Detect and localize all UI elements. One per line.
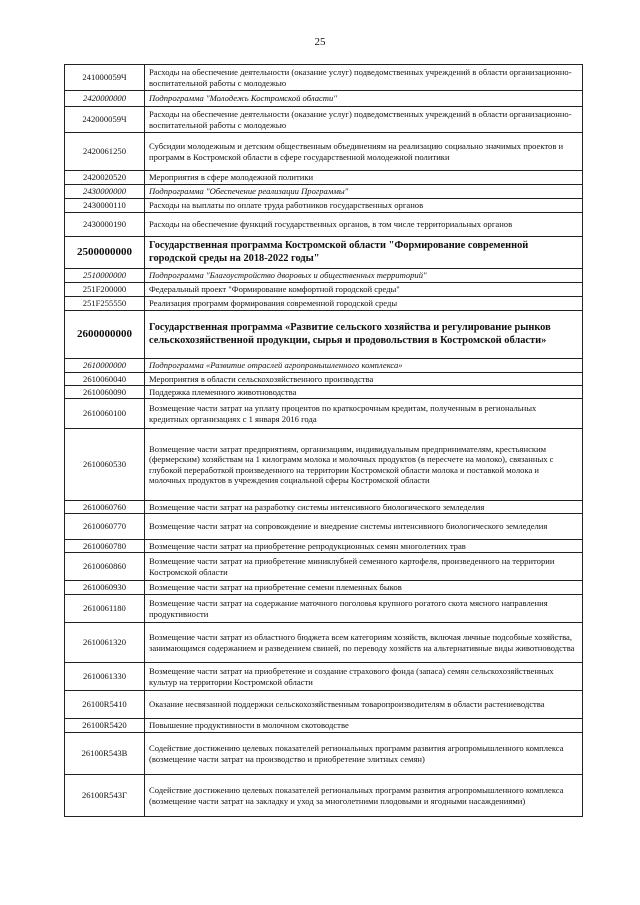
table-row [65,514,583,540]
table-row [65,581,583,595]
row-description: Расходы на обеспечение деятельности (оказание услуг) подведомственных учреждений в области организационно-воспитательной работы с молодежью [145,65,583,91]
table-row [65,553,583,581]
row-code: 2430000190 [65,213,145,237]
row-code: 2420020520 [65,171,145,185]
row-description: Содействие достижению целевых показателей региональных программ развития агропромышленного комплекса (возмещение части затрат на производство и приобретение элитных семян) [145,733,583,775]
row-code: 2610060860 [65,553,145,581]
table-row [65,297,583,311]
row-description: Возмещение части затрат на уплату процентов по краткосрочным кредитам, полученным в региональных кредитных организациях с 1 января 2016 года [145,399,583,429]
row-description: Возмещение части затрат из областного бюджета всем категориям хозяйств, включая личные подсобные хозяйства, занимающимся содержанием и разведением свиней, по переводу хозяйств на альтернативные виды животноводства [145,623,583,663]
row-description: Возмещение части затрат на приобретение репродукционных семян многолетних трав [145,540,583,553]
row-description: Возмещение части затрат на приобретение семени племенных быков [145,581,583,595]
table-row [65,91,583,107]
row-description: Возмещение части затрат на разработку системы интенсивного биологического земледелия [145,501,583,514]
row-description: Возмещение части затрат на содержание маточного поголовья крупного рогатого скота мясного направления продуктивности [145,595,583,623]
row-description: Возмещение части затрат предприятиям, организациям, индивидуальным предпринимателям, крестьянским (фермерским) хозяйствам на 1 килограмм молока и молочных продуктов (в пересчете на молоко), связанных с глубокой переработкой произведенного на территории Костромской области молока и поставкой молока и молочных продуктов в учреждения социальной сферы Костромской области [145,429,583,501]
row-description: Подпрограмма "Благоустройство дворовых и общественных территорий" [145,269,583,283]
row-code: 2610060100 [65,399,145,429]
row-code: 2430000000 [65,185,145,199]
table-row [65,399,583,429]
table-row [65,719,583,733]
table-row [65,775,583,817]
row-description: Мероприятия в области сельскохозяйственного производства [145,373,583,386]
table-row [65,595,583,623]
table-row [65,623,583,663]
row-code: 2610000000 [65,359,145,373]
row-description: Расходы на обеспечение функций государственных органов, в том числе территориальных органов [145,213,583,237]
page-number: 25 [314,36,326,48]
table-row [65,185,583,199]
table-row [65,663,583,691]
row-code: 2600000000 [65,311,145,359]
table-row [65,65,583,91]
row-code: 26100R543Г [65,775,145,817]
row-code: 2610060760 [65,501,145,514]
row-description: Государственная программа Костромской области "Формирование современной городской среды на 2018-2022 годы" [145,237,583,269]
table-row [65,199,583,213]
table-row [65,107,583,133]
row-code: 2510000000 [65,269,145,283]
table-row [65,269,583,283]
row-description: Возмещение части затрат на приобретение и создание страхового фонда (запаса) семян сельскохозяйственных культур на территории Костромской области [145,663,583,691]
table-row [65,133,583,171]
row-code: 2610060530 [65,429,145,501]
row-description: Возмещение части затрат на сопровождение и внедрение системы интенсивного биологического земледелия [145,514,583,540]
row-code: 2610060780 [65,540,145,553]
row-description: Подпрограмма "Молодежь Костромской области" [145,91,583,107]
table-row [65,733,583,775]
row-description: Мероприятия в сфере молодежной политики [145,171,583,185]
row-code: 241000059Ч [65,65,145,91]
row-code: 2610060930 [65,581,145,595]
row-code: 251F200000 [65,283,145,297]
row-description: Оказание несвязанной поддержки сельскохозяйственным товаропроизводителям в области растениеводства [145,691,583,719]
row-code: 2500000000 [65,237,145,269]
row-description: Расходы на обеспечение деятельности (оказание услуг) подведомственных учреждений в области организационно-воспитательной работы с молодежью [145,107,583,133]
row-description: Подпрограмма «Развитие отраслей агропромышленного комплекса» [145,359,583,373]
table-row [65,213,583,237]
table-row [65,429,583,501]
row-description: Повышение продуктивности в молочном скотоводстве [145,719,583,733]
row-code: 251F255550 [65,297,145,311]
table-row [65,501,583,514]
row-code: 2610060040 [65,373,145,386]
table-row [65,540,583,553]
row-description: Содействие достижению целевых показателей региональных программ развития агропромышленного комплекса (возмещение части затрат на закладку и уход за многолетними плодовыми и ягодными насаждениями) [145,775,583,817]
table-row [65,386,583,399]
row-code: 26100R5410 [65,691,145,719]
row-code: 2610060090 [65,386,145,399]
row-description: Расходы на выплаты по оплате труда работников государственных органов [145,199,583,213]
table-row [65,237,583,269]
row-description: Государственная программа «Развитие сельского хозяйства и регулирование рынков сельскохозяйственной продукции, сырья и продовольствия в Костромской области» [145,311,583,359]
table-row [65,373,583,386]
table-row [65,171,583,185]
row-code: 26100R5420 [65,719,145,733]
row-code: 2420000000 [65,91,145,107]
row-code: 2610061320 [65,623,145,663]
row-description: Подпрограмма "Обеспечение реализации Программы" [145,185,583,199]
row-code: 2430000110 [65,199,145,213]
table-row [65,359,583,373]
row-description: Возмещение части затрат на приобретение миниклубней семенного картофеля, произведенного на территории Костромской области [145,553,583,581]
row-code: 2610060770 [65,514,145,540]
row-code: 2610061180 [65,595,145,623]
table-row [65,311,583,359]
row-code: 2420061250 [65,133,145,171]
row-code: 2610061330 [65,663,145,691]
row-code: 26100R543В [65,733,145,775]
row-description: Субсидии молодежным и детским общественным объединениям на реализацию социально значимых проектов и программ в Костромской области в сфере государственной молодежной политики [145,133,583,171]
table-row [65,283,583,297]
table-row [65,691,583,719]
row-description: Поддержка племенного животноводства [145,386,583,399]
row-description: Федеральный проект "Формирование комфортной городской среды" [145,283,583,297]
row-code: 242000059Ч [65,107,145,133]
budget-classification-table [64,64,583,817]
row-description: Реализация программ формирования современной городской среды [145,297,583,311]
